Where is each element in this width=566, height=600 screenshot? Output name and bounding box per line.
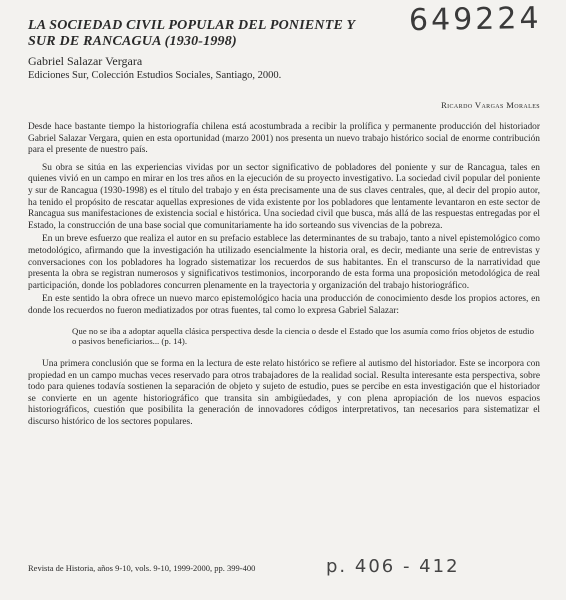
paragraph-5: Una primera conclusión que se forma en la lectura de este relato histórico se refiere al autismo del historiador. Este se incorpora con propiedad en un campo muchas veces reservado para otros trabajadores de la realidad social. Resulta interesante esta perspectiva, sobre todo para quienes todavía sostienen la separación de objeto y sujeto de estudio, pues se percibe en esta investigación que el historiador se convierte en un agente historiográfico que transita sin ambigüedades, y con plena apropiación de los nuevos espacios historiográficos, cuestión que posibilita la generación de innovadores códigos interpretativos, tan necesarios para sistematizar el discurso histórico de los sectores populares. (28, 359, 540, 428)
review-title: LA SOCIEDAD CIVIL POPULAR DEL PONIENTE Y SUR DE RANCAGUA (1930-1998) (28, 18, 355, 49)
block-quote: Que no se iba a adoptar aquella clásica perspectiva desde la ciencia o desde el Estado que los asumía como fríos objetos de estudio o pasivos beneficiarios... (p. 14). (72, 325, 534, 347)
paragraph-1: Desde hace bastante tiempo la historiografía chilena está acostumbrada a recibir la prolífica y permanente producción del historiador Gabriel Salazar Vergara, quien en esta oportunidad (marzo 2001) nos presenta un nuevo trabajo histórico social de enorme contribución para el presente de nuestro país. (28, 122, 540, 156)
journal-citation: Revista de Historia, años 9-10, vols. 9-10, 1999-2000, pp. 399-400 (28, 563, 256, 573)
book-publisher: Ediciones Sur, Colección Estudios Sociales, Santiago, 2000. (28, 70, 282, 81)
handwritten-catalog-number: 649224 (409, 0, 543, 39)
paragraph-2: Su obra se sitúa en las experiencias vividas por un sector significativo de pobladores del poniente y sur de Rancagua, tales en quienes vivió en un campo en mirar en los tres años en la ejecución de su proyecto investigativo. La sociedad civil popular del poniente y sur de Rancagua (1930-1998) es el título del trabajo y en ésta precisamente una de sus claves centrales, que, al decir del propio autor, ha tenido el propósito de rescatar aquellas expresiones de vida existente por los pobladores que lentamente levantaron en este sector de Rancagua sus manifestaciones de existencia social e histórica. Una sociedad civil que busca, más allá de las respuestas entregadas por el Estado, la construcción de una base social que comunitariamente ha ido sorteando sus vivencias de la pobreza. (28, 162, 540, 231)
review-body (28, 122, 540, 431)
reviewer-name: Ricardo Vargas Morales (441, 100, 540, 110)
handwritten-page-range: p. 406 - 412 (326, 556, 460, 577)
paragraph-3: En un breve esfuerzo que realiza el autor en su prefacio establece las determinantes de su trabajo, tanto a nivel epistemológico como metodológico, afirmando que la investigación ha utilizado esencialmente la historia oral, es decir, mediante una serie de entrevistas y conversaciones con los pobladores ha logrado sistematizar los recuerdos de sus habitantes. En el transcurso de la narratividad que presenta la obra se registran numerosos y significativos testimonios, incorporando de esta forma una proposición metodológica de real participación, donde los pobladores concurren plenamente en la trayectoria y organización del trabajo historiográfico. (28, 234, 540, 291)
paragraph-4: En este sentido la obra ofrece un nuevo marco epistemológico hacia una producción de conocimiento desde los propios actores, en donde los recuerdos no fueron mediatizados por otras fuentes, tal como lo expresa Gabriel Salazar: (28, 294, 540, 316)
book-author: Gabriel Salazar Vergara (28, 54, 143, 68)
